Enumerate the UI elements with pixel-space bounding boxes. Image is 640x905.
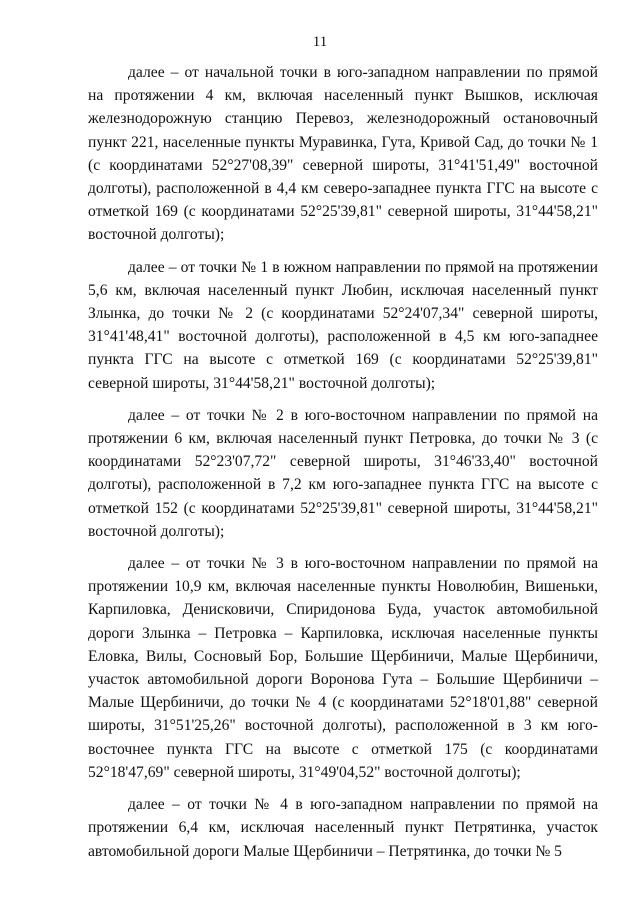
paragraph-point-5: далее – от точки № 4 в юго-западном направлении по прямой на протяжении 6,4 км, исключая населенный пункт Петрятинка, участок автомобильной дороги Малые Щербиничи – Петрятинка, до точки № 5 (88, 796, 598, 860)
document-body (88, 61, 598, 863)
paragraph-point-2: далее – от точки № 1 в южном направлении по прямой на протяжении 5,6 км, включая населенный пункт Любин, исключая населенный пункт Злынка, до точки № 2 (с координатами 52°24'07,34" северной широты, 31°41'48,41" восточной долготы), расположенной в 4,5 км юго-западнее пункта ГГС на высоте с отметкой 169 (с координатами 52°25'39,81" северной широты, 31°44'58,21" восточной долготы); (88, 258, 598, 392)
page-number: 11 (312, 34, 328, 50)
paragraph-point-1: далее – от начальной точки в юго-западном направлении по прямой на протяжении 4 км, включая населенный пункт Вышков, исключая железнодорожную станцию Перевоз, железнодорожный остановочный пункт 221, населенные пункты Муравинка, Гута, Кривой Сад, до точки № 1 (с координатами 52°27'08,39" северной широты, 31°41'51,49" восточной долготы), расположенной в 4,4 км северо-западнее пункта ГГС на высоте с отметкой 169 (с координатами 52°25'39,81" северной широты, 31°44'58,21" восточной долготы); (88, 64, 598, 244)
paragraph-point-3: далее – от точки № 2 в юго-восточном направлении по прямой на протяжении 6 км, включая населенный пункт Петровка, до точки № 3 (с координатами 52°23'07,72" северной широты, 31°46'33,40" восточной долготы), расположенной в 7,2 км юго-западнее пункта ГГС на высоте с отметкой 152 (с координатами 52°25'39,81" северной широты, 31°44'58,21" восточной долготы); (88, 406, 598, 540)
paragraph-point-4: далее – от точки № 3 в юго-восточном направлении по прямой на протяжении 10,9 км, включая населенные пункты Новолюбин, Вишеньки, Карпиловка, Денисковичи, Спиридонова Буда, участок автомобильной дороги Злынка – Петровка – Карпиловка, исключая населенные пункты Еловка, Вилы, Сосновый Бор, Большие Щербиничи, Малые Щербиничи, участок автомобильной дороги Воронова Гута – Большие Щербиничи – Малые Щербиничи, до точки № 4 (с координатами 52°18'01,88" северной широты, 31°51'25,26" восточной долготы), расположенной в 3 км юго-восточнее пункта ГГС на высоте с отметкой 175 (с координатами 52°18'47,69" северной широты, 31°49'04,52" восточной долготы); (88, 555, 598, 781)
